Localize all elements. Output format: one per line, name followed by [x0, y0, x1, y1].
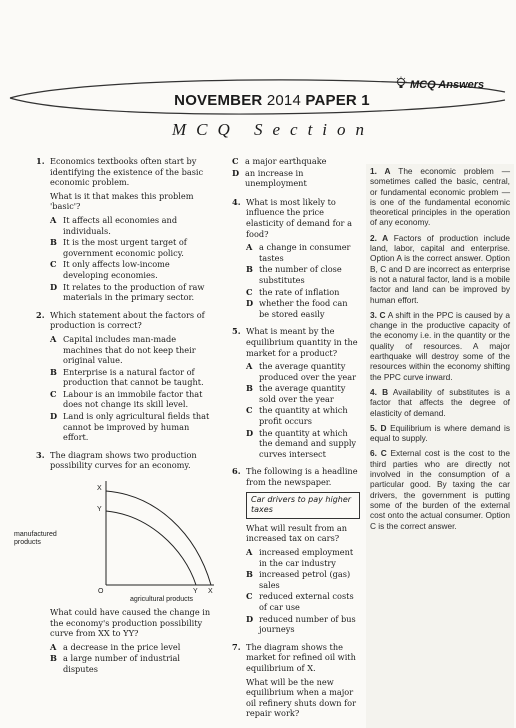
- lightbulb-icon: [394, 76, 408, 93]
- answer-2: 2. A Factors of production include land, labor, capital and enterprise. Option A is the correct answer. Option B, C and D are incorrect as enterprise is not a natural factor, land is a mobile factor and land can be improved by human effort.: [370, 232, 510, 305]
- answer-3: 3. C A shift in the PPC is caused by a change in the productive capacity of the economy i.e. in the quantity or the quality of resources. A major earthquake will destroy some of the resources within the economy shifting the PPC curve inward.: [370, 309, 510, 382]
- option: D Land is only agricultural fields that cannot be improved by human effort.: [50, 411, 210, 443]
- diagram-x-axis-label: agricultural products: [130, 596, 194, 604]
- answer-4: 4. B Availability of substitutes is a factor that affects the degree of elasticity of demand.: [370, 386, 511, 418]
- diagram-y-left: Y: [97, 506, 102, 514]
- option: C a major earthquake: [232, 156, 327, 166]
- diagram-y-bottom: Y: [193, 588, 198, 596]
- title-year: 2014: [266, 92, 301, 109]
- answers-column: [366, 164, 514, 728]
- option: A the average quantity produced over the year: [246, 361, 357, 382]
- questions-column-left: [14, 156, 214, 682]
- option: A a decrease in the price level: [50, 641, 181, 652]
- option: D whether the food can be stored easily: [246, 298, 348, 319]
- option: C the quantity at which profit occurs: [246, 405, 348, 427]
- option: C Labour is an immobile factor that does not change its skill level.: [50, 388, 203, 410]
- question-4: 4. What is most likely to influence the price elasticity of demand for a food? A a change in consumer tastes B the number of close substitutes C the rate of inflation D whether the food can be stored easily: [232, 197, 360, 320]
- option: C reduced external costs of car use: [246, 591, 354, 612]
- option: C the rate of inflation: [246, 286, 340, 297]
- option: A a change in consumer tastes: [246, 242, 351, 263]
- option: A increased employment in the car industry: [246, 547, 354, 568]
- mcq-answers-badge: [394, 76, 484, 93]
- question-5: 5. What is meant by the equilibrium quantity in the market for a product? A the average quantity produced over the year B the average quantity sold over the year C the quantity at which profit occurs D the quantity at which the demand and supply curves intersect: [232, 326, 360, 459]
- diagram-origin: O: [98, 588, 104, 596]
- option: B the number of close substitutes: [246, 264, 342, 285]
- question-2: 2. Which statement about the factors of production is correct? A Capital includes man-made machines that do not keep their original value. B Enterprise is a natural factor of production that cannot be taught. C Labour is an immobile factor that does not change its skill level. D Land is only agricultural fields that cannot be improved by human effort.: [36, 310, 214, 443]
- answer-1: 1. A The economic problem — sometimes called the basic, central, or fundamental economic problem — is one of the fundamental economic theoretical principles in the operation of any economy.: [370, 166, 510, 228]
- title-month: NOVEMBER: [174, 92, 263, 109]
- diagram-x-bottom: X: [208, 588, 213, 596]
- title-paper: PAPER 1: [305, 92, 370, 109]
- diagram-x-top: X: [97, 485, 102, 493]
- question-6: 6. The following is a headline from the newspaper. Car drivers to pay higher taxes What will result from an increased tax on cars? A increased employment in the car industry B increased petrol (gas) sales C reduced external costs of car use D reduced number of bus journeys: [232, 466, 360, 634]
- option: D reduced number of bus journeys: [246, 613, 356, 635]
- option: B Enterprise is a natural factor of production that cannot be taught.: [50, 366, 204, 388]
- questions-column-middle: [232, 156, 360, 726]
- diagram-y-axis-label: manufactured products: [14, 531, 57, 547]
- answer-5: 5. D Equilibrium is where demand is equal to supply.: [370, 422, 511, 444]
- answer-6: 6. C External cost is the cost to the third parties who are directly not involved in the consumption of a particular good. By taxing the car drivers, the government is putting some of the burden of the external cost onto the actual consumer. Option C is the correct answer.: [370, 448, 510, 531]
- option: B a large number of industrial disputes: [50, 653, 180, 674]
- option: B It is the most urgent target of government economic policy.: [50, 237, 187, 258]
- option: A It affects all economies and individuals.: [50, 214, 178, 236]
- option: D the quantity at which the demand and supply curves intersect: [246, 427, 357, 459]
- option: B the average quantity sold over the year: [246, 383, 346, 404]
- option: D an increase in unemployment: [232, 167, 307, 189]
- newspaper-headline: Car drivers to pay higher taxes: [246, 492, 360, 519]
- page-title: [122, 92, 422, 109]
- question-7: 7. The diagram shows the market for refined oil with equilibrium of X. What will be the new equilibrium when a major oil refinery shuts down for repair work?: [232, 641, 357, 719]
- section-title: MCQ Section: [171, 120, 375, 139]
- badge-text: MCQ Answers: [410, 78, 485, 91]
- option: B increased petrol (gas) sales: [246, 569, 351, 590]
- question-3: 3. The diagram shows two production possibility curves for an economy. X Y manufactured products O Y X agricultural products What could have caused the change in the economy's production possibility curve from XX to YY? A a decrease in the price level B a large number of industrial disputes: [36, 450, 214, 675]
- option: D It relates to the production of raw materials in the primary sector.: [50, 281, 205, 303]
- question-1: 1. Economics textbooks often start by identifying the existence of the basic economic problem. What is it that makes this problem 'basic'? A It affects all economies and individuals. B It is the most urgent target of government economic policy. C It only affects low-income developing economies. D It relates to the production of raw materials in the primary sector.: [36, 156, 214, 303]
- question-3-continued: [232, 156, 360, 189]
- option: C It only affects low-income developing economies.: [50, 259, 170, 280]
- option: A Capital includes man-made machines that do not keep their original value.: [50, 333, 196, 366]
